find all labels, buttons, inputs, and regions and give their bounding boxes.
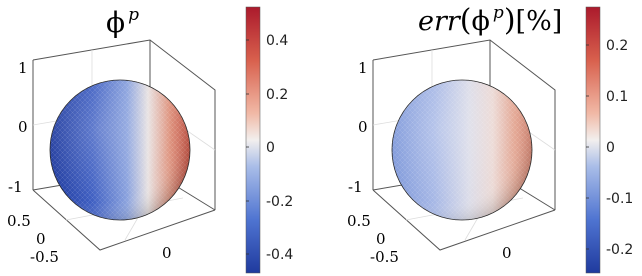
panel-2-y-tick-0: 0 [376, 230, 386, 248]
panel-2-cbar-tick-0.1: 0.1 [606, 89, 629, 105]
panel-2-z-tick-0: 0 [358, 118, 368, 136]
panel-1-cbar-tick-0.4: 0.4 [266, 33, 289, 49]
panel-2-title-symbol: ϕ [471, 6, 490, 37]
panel-1-z-tick-neg1: -1 [8, 178, 23, 196]
panel-2-title-superscript: p [492, 3, 504, 23]
panel-2-z-tick-neg1: -1 [348, 178, 363, 196]
panel-1-title-symbol: ϕ [106, 6, 126, 39]
panel-1-cbar-tick-neg0.2: -0.2 [266, 194, 294, 210]
panel-1-z-tick-1: 1 [18, 59, 28, 77]
panel-1-cbar-tick-0: 0 [266, 140, 275, 156]
panel-2-cbar-tick-neg0.1: -0.1 [606, 191, 634, 207]
panel-1-cbar-tick-0.2: 0.2 [266, 87, 289, 103]
panel-1-title [106, 5, 139, 39]
panel-1-colorbar [246, 7, 293, 273]
panel-1-y-tick-neg0.5: -0.5 [30, 248, 59, 266]
panel-2-z-tick-1: 1 [358, 59, 368, 77]
panel-2-colorbar-bar [586, 7, 600, 273]
panel-1-x-tick-0: 0 [162, 244, 172, 262]
panel-1-colorbar-bar [246, 7, 260, 273]
panel-2-cbar-tick-0: 0 [606, 140, 615, 156]
panel-1-y-tick-0: 0 [36, 230, 46, 248]
panel-2-y-tick-0.5: 0.5 [347, 212, 371, 230]
panel-2-x-tick-0: 0 [502, 244, 512, 262]
panel-1-z-tick-0: 0 [18, 118, 28, 136]
panel-2-y-tick-neg0.5: -0.5 [370, 248, 399, 266]
panel-2-cbar-tick-0.2: 0.2 [606, 38, 629, 54]
panel-1 [7, 5, 293, 273]
panel-1-title-superscript: p [128, 5, 139, 25]
panel-2-cbar-tick-neg0.2: -0.2 [606, 242, 634, 258]
panel-1-cbar-tick-neg0.4: -0.4 [266, 247, 294, 263]
panel-2-colorbar [586, 7, 633, 273]
panel-2-title: err(ϕ $^p$)[%] [418, 3, 563, 38]
panel-2-title-suffix: [%] [515, 6, 563, 37]
panel-1-y-tick-0.5: 0.5 [7, 212, 31, 230]
panel-2 [347, 3, 633, 273]
panel-2-title-prefix: err [418, 6, 460, 37]
